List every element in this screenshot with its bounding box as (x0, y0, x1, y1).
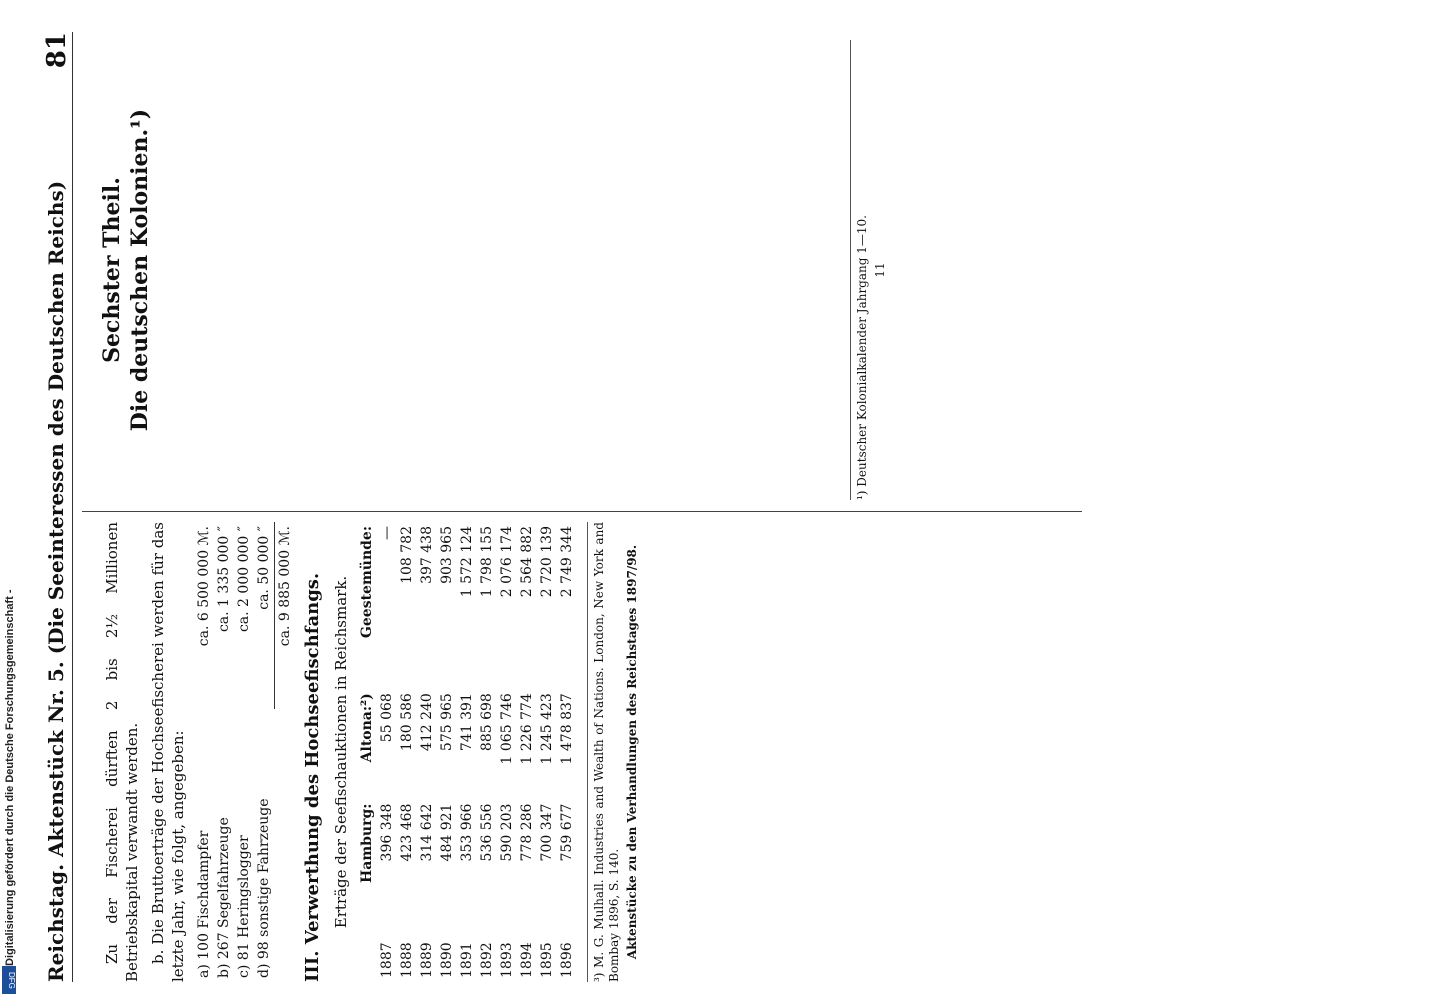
section-heading: III. Verwerthung des Hochseefischfangs. (302, 572, 323, 982)
list-item (234, 522, 254, 982)
left-column (102, 522, 643, 982)
table-row (557, 522, 577, 982)
table-cell: 2 749 344 (559, 526, 575, 598)
table-row (397, 522, 417, 982)
item-label: d) 98 sonstige Fahrzeuge (256, 798, 273, 978)
footnote: ³) M. G. Mulhall. Industries and Wealth of Nations. London, New York and Bombay 1896, S. 140. (592, 522, 621, 982)
table-cell: 1895 (539, 942, 555, 978)
right-column (99, 40, 891, 500)
table-cell: 741 391 (459, 693, 475, 752)
table-cell: 1 245 423 (539, 693, 555, 765)
table-cell: 412 240 (419, 693, 435, 752)
table-cell: 396 348 (379, 803, 395, 862)
table-cell: 423 468 (399, 803, 415, 862)
table-cell: 1889 (419, 942, 435, 978)
table-cell: 903 965 (439, 526, 455, 584)
footnote: ¹) Deutscher Kolonialkalender Jahrgang 1—10. (855, 215, 869, 500)
table-cell: 2 564 882 (519, 526, 535, 598)
footer-line: Aktenstücke zu den Verhandlungen des Reichstages 1897/98. (625, 544, 639, 960)
table-row (437, 522, 457, 982)
table-cell: 700 347 (539, 803, 555, 862)
table-cell: 885 698 (479, 693, 495, 752)
table-cell: 108 782 (399, 526, 415, 584)
page-header (42, 32, 73, 982)
table-title: Erträge der Seefischauktionen in Reichsmark. (332, 575, 350, 929)
table-cell: 55 068 (379, 693, 395, 743)
auction-yield-table (357, 522, 577, 982)
table-cell: 314 642 (419, 803, 435, 862)
digitization-credit: Digitalisierung gefördert durch die Deutsche Forschungsgemeinschaft - (4, 589, 16, 966)
table-cell: 2 076 174 (499, 526, 515, 598)
table-cell: 590 203 (499, 803, 515, 862)
part-title: Sechster Theil. (99, 177, 125, 363)
table-cell: 397 438 (419, 526, 435, 584)
table-cell: 2 720 139 (539, 526, 555, 598)
item-value: ca. 2 000 000 ″ (236, 526, 252, 633)
list-item (254, 522, 275, 982)
table-cell: 1887 (379, 942, 395, 978)
list-item (194, 522, 214, 982)
table-header: Altona:²) (359, 693, 375, 763)
table-row (477, 522, 497, 982)
table-cell: 1893 (499, 942, 515, 978)
table-row (517, 522, 537, 982)
table-header-row (357, 522, 377, 982)
footnotes (850, 40, 888, 500)
table-cell: 1 798 155 (479, 526, 495, 598)
table-cell: 778 286 (519, 803, 535, 862)
table-cell: 1 572 124 (459, 526, 475, 598)
table-row (457, 522, 477, 982)
item-value: ca. 50 000 ″ (256, 526, 272, 610)
intro-paragraph: Zu der Fischerei dürften 2 bis 2½ Millionen Betriebskapital verwandt werden. (103, 522, 141, 982)
dfg-logo: DFG (2, 966, 16, 994)
digitization-credit-strip (0, 0, 18, 1000)
page-number: 81 (42, 32, 72, 69)
table-cell: 1890 (439, 942, 455, 978)
total-row (275, 522, 296, 982)
table-cell: 1 478 837 (559, 693, 575, 765)
table-cell: 1 226 774 (519, 693, 535, 765)
table-header: Hamburg: (359, 803, 375, 883)
table-cell: 1894 (519, 942, 535, 978)
table-header (357, 921, 377, 982)
table-row (377, 522, 397, 982)
table-cell: 1891 (459, 942, 475, 978)
section-b-paragraph: b. Die Bruttoerträge der Hochseefischerei werden für das letzte Jahr, wie folgt, angegeben: (149, 522, 187, 982)
table-row (537, 522, 557, 982)
table-cell: 1892 (479, 942, 495, 978)
table-body (377, 522, 577, 982)
list-item (214, 522, 234, 982)
item-label: b) 267 Segelfahrzeuge (216, 817, 232, 978)
item-value: ca. 6 500 000 ℳ. (196, 526, 212, 647)
table-cell: — (379, 526, 395, 540)
table-cell: 353 966 (459, 803, 475, 862)
table-cell: 1888 (399, 942, 415, 978)
main-title: Die deutschen Kolonien.¹) (127, 108, 153, 432)
table-cell: 575 965 (439, 693, 455, 752)
item-label: c) 81 Heringslogger (236, 835, 252, 978)
column-divider (82, 511, 1082, 512)
table-cell: 180 586 (399, 693, 415, 752)
total-value: ca. 9 885 000 ℳ. (275, 522, 296, 709)
table-cell: 536 556 (479, 803, 495, 862)
table-cell: 484 921 (439, 803, 455, 862)
table-cell: 1896 (559, 942, 575, 978)
table-cell: 759 677 (559, 803, 575, 862)
table-row (417, 522, 437, 982)
table-row (497, 522, 517, 982)
table-header: Geestemünde: (359, 526, 375, 639)
footnotes (587, 522, 640, 982)
table-cell: 1 065 746 (499, 693, 515, 765)
item-value: ca. 1 335 000 ″ (216, 526, 232, 633)
item-label: a) 100 Fischdampfer (196, 830, 212, 978)
gross-yield-list (194, 522, 295, 982)
bottom-page-number: 11 (873, 262, 887, 278)
rotated-sheet (22, 10, 1392, 1000)
running-head: Reichstag. Aktenstück Nr. 5. (Die Seeinteressen des Deutschen Reichs) (44, 180, 68, 982)
